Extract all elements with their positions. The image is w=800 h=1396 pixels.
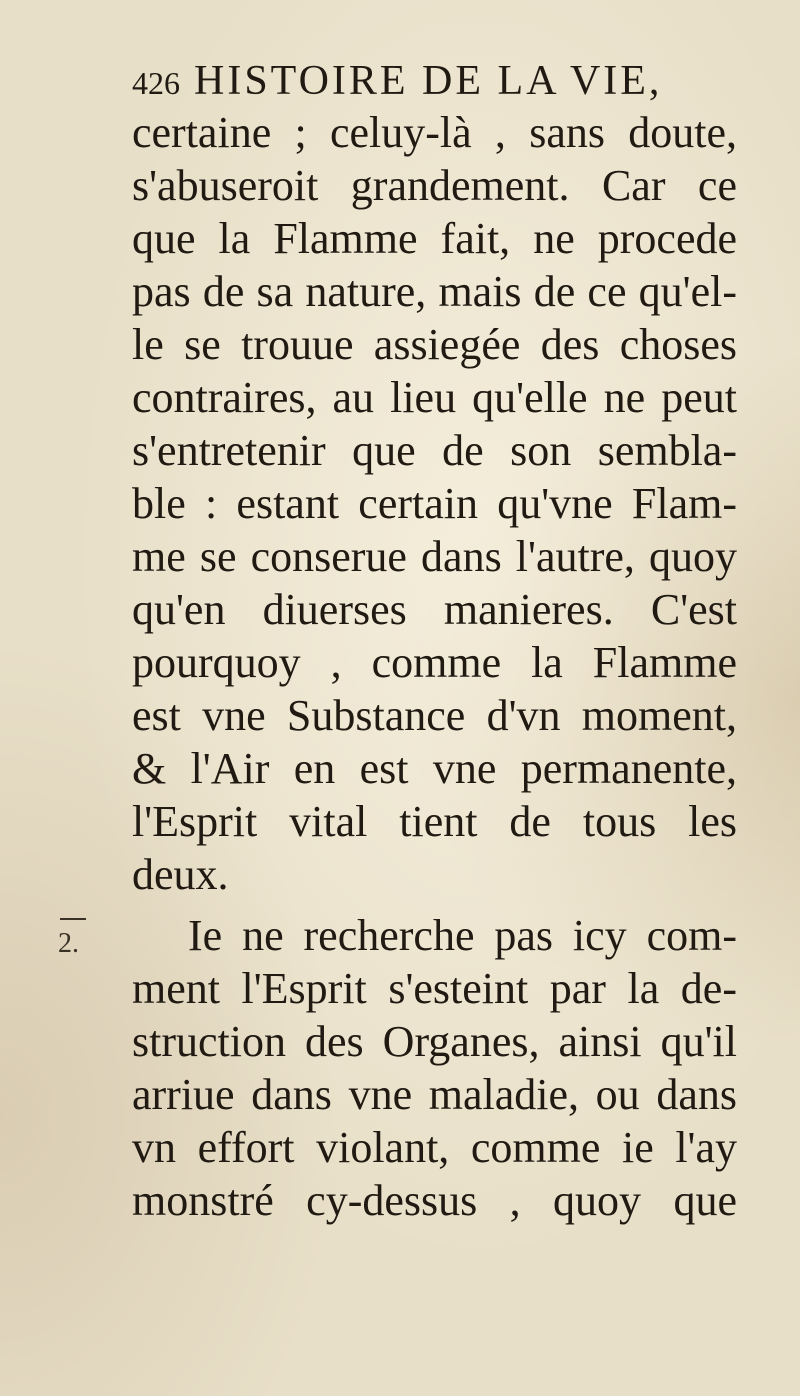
text-line: & l'Air en est vne permanente, [132,744,737,793]
text-line: certaine ; celuy-là , sans doute, [132,108,737,157]
text-line: qu'en diuerses manieres. C'est [132,585,737,634]
text-line: s'entretenir que de son sembla- [132,426,737,475]
text-line: arriue dans vne maladie, ou dans [132,1070,737,1119]
text-line: l'Esprit vital tient de tous les [132,797,737,846]
text-line: monstré cy-dessus , quoy que [132,1176,737,1225]
text-line: est vne Substance d'vn moment, [132,691,737,740]
text-line: ble : estant certain qu'vne Flam- [132,479,737,528]
running-head-title: HISTOIRE DE LA VIE, [194,58,663,104]
text-line: contraires, au lieu qu'elle ne peut [132,373,737,422]
text-line: Ie ne recherche pas icy com- [188,911,737,960]
page-number: 426 [132,65,180,101]
text-line: s'abuseroit grandement. Car ce [132,161,737,210]
text-line: me se conserue dans l'autre, quoy [132,532,737,581]
text-line: pourquoy , comme la Flamme [132,638,737,687]
text-line: struction des Organes, ainsi qu'il [132,1017,737,1066]
text-line: vn effort violant, comme ie l'ay [132,1123,737,1172]
margin-note: 2. [58,928,79,959]
text-line: deux. [132,850,229,899]
text-line: pas de sa nature, mais de ce qu'el- [132,267,737,316]
text-line: le se trouue assiegée des choses [132,320,737,369]
text-line: ment l'Esprit s'esteint par la de- [132,964,737,1013]
running-head [132,56,732,106]
text-line: que la Flamme fait, ne procede [132,214,737,263]
